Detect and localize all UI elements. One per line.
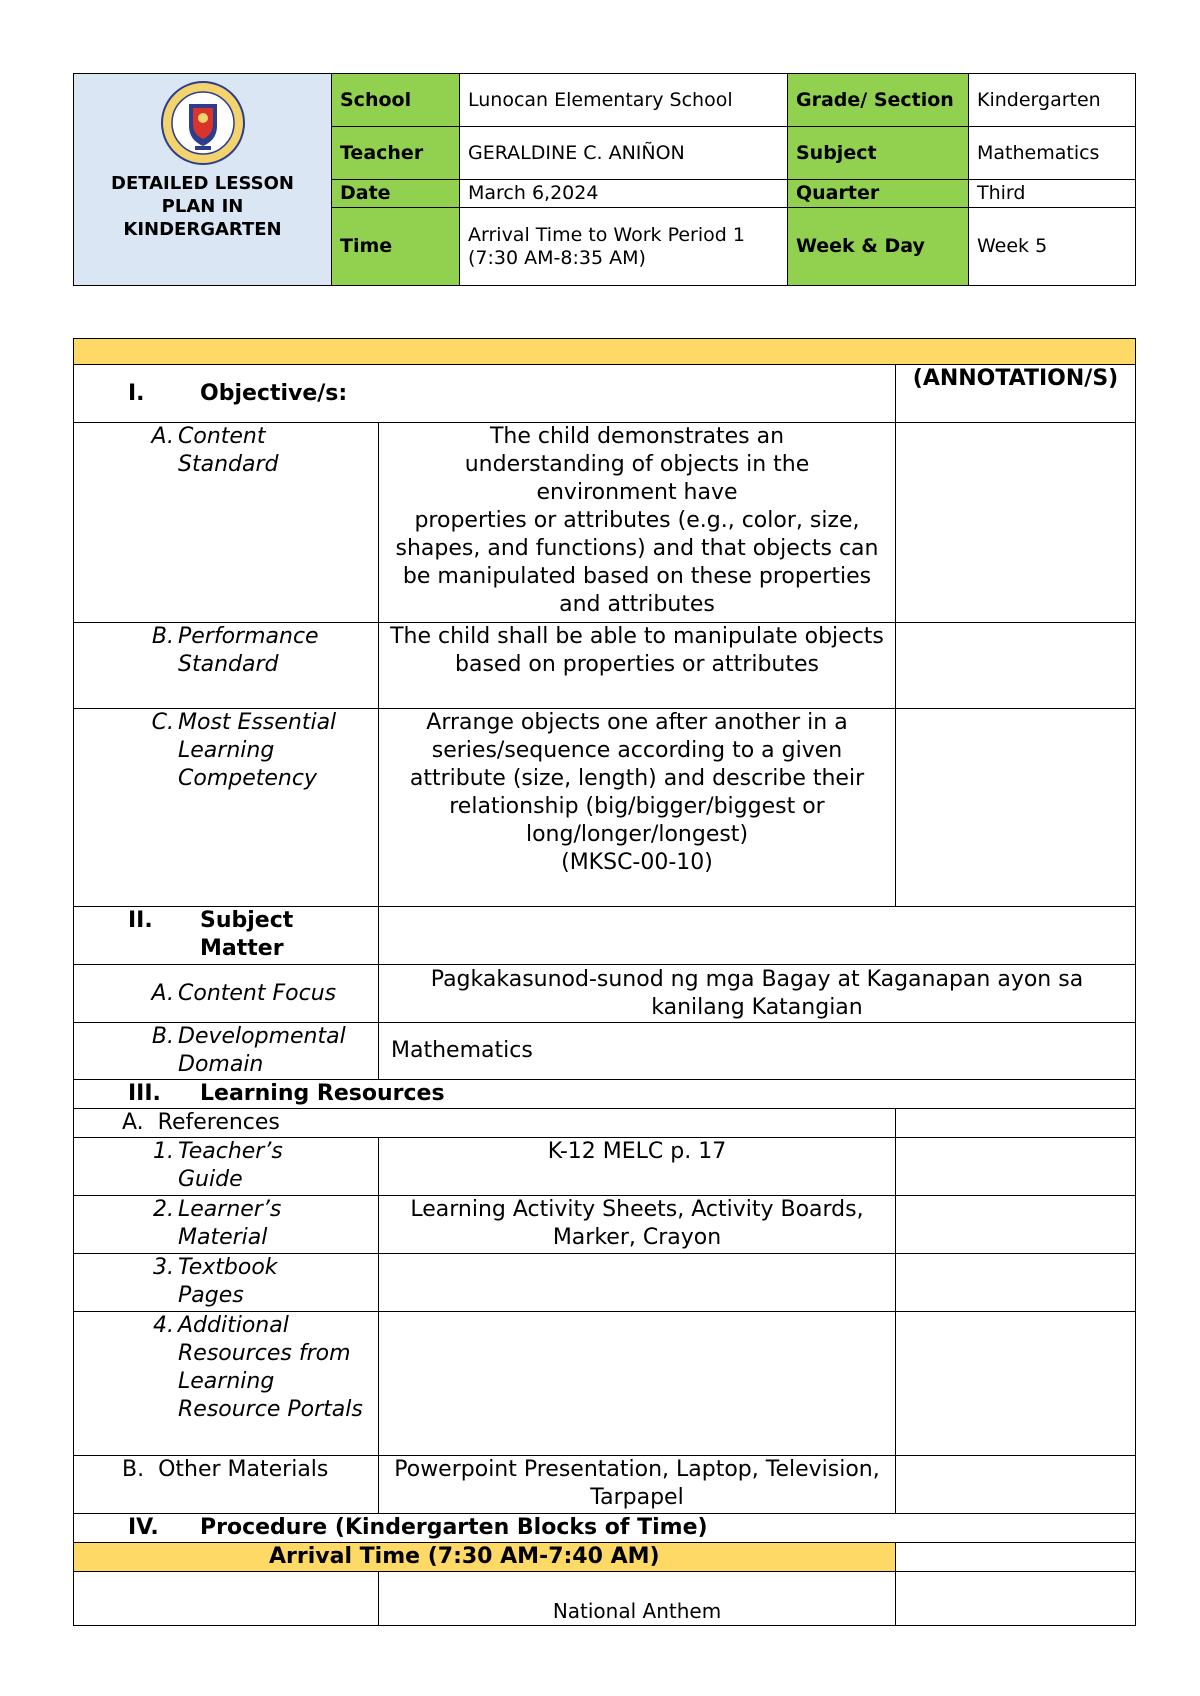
melc-text [379,709,896,907]
date-label: Date [332,180,460,208]
time-value-line1: Arrival Time to Work Period 1 [468,223,745,246]
content-focus-label: Content Focus [178,980,337,1006]
content-focus-letter: A. [151,980,174,1006]
lm-label-cell [74,1196,379,1254]
subject-matter-heading-cell [74,907,379,965]
resources-numeral: III. [128,1081,161,1106]
grade-label: Grade/ Section [788,74,969,127]
melc-text-3: (MKSC-00-10) [561,850,713,875]
content-focus-text: Pagkakasunod-sunod ng mga Bagay at Kaganapan ayon sa kanilang Katangian [379,965,1136,1023]
content-standard-text-1: The child demonstrates an understanding of objects in the environment have [464,424,810,505]
quarter-label: Quarter [788,180,969,208]
ar-text [379,1312,896,1456]
subject-matter-numeral: II. [128,908,153,933]
domain-text: Mathematics [379,1023,1136,1080]
references-label: A. References [74,1109,896,1138]
objectives-numeral: I. [128,380,145,406]
content-standard-text-2: properties or attributes (e.g., color, size, shapes, and functions) and that objects can be manipulated based on these properties and attributes [395,508,879,617]
lm-label: Learner’s Material [178,1197,282,1250]
procedure-heading-cell [74,1514,1136,1543]
grade-value: Kindergarten [969,74,1136,127]
domain-label-cell [74,1023,379,1080]
procedure-numeral: IV. [128,1515,159,1540]
domain-letter: B. [151,1024,174,1049]
performance-label: Performance Standard [178,624,319,677]
lm-num: 2. [153,1197,174,1222]
subject-matter-heading: Subject Matter [200,908,294,961]
ar-label-cell [74,1312,379,1456]
melc-text-1: Arrange objects one after another in a series/sequence according to a given attribute (size, length) and describe their [409,710,865,791]
time-value [460,208,788,286]
tg-label-cell [74,1138,379,1196]
tg-num: 1. [153,1139,174,1164]
quarter-value: Third [969,180,1136,208]
ar-label: Additional Resources from Learning Resource Portals [178,1313,363,1422]
content-standard-annotation [896,423,1136,623]
performance-annotation [896,623,1136,709]
procedure-heading: Procedure (Kindergarten Blocks of Time) [200,1515,708,1540]
objectives-heading-cell [74,365,896,423]
tg-text: K-12 MELC p. 17 [379,1138,896,1196]
time-label: Time [332,208,460,286]
performance-text: The child shall be able to manipulate objects based on properties or attributes [379,623,896,709]
objectives-heading: Objective/s: [200,380,348,406]
melc-annotation [896,709,1136,907]
logo-title-cell [74,74,332,286]
subject-value: Mathematics [969,127,1136,180]
tb-num: 3. [153,1255,174,1280]
content-standard-letter: A. [151,424,174,449]
tg-annotation [896,1138,1136,1196]
ar-num: 4. [153,1313,174,1338]
content-focus-label-cell [74,965,379,1023]
other-materials-annotation [896,1456,1136,1514]
performance-label-cell [74,623,379,709]
tb-label: Textbook Pages [178,1255,278,1308]
other-materials-label: B. Other Materials [74,1456,379,1514]
tg-label: Teacher’s Guide [178,1139,283,1192]
time-value-line2: (7:30 AM-8:35 AM) [468,246,646,269]
melc-letter: C. [151,710,174,735]
school-label: School [332,74,460,127]
content-standard-text [379,423,896,623]
melc-text-2: relationship (big/bigger/biggest or long/longer/longest) [449,794,825,847]
ar-annotation [896,1312,1136,1456]
subject-label: Subject [788,127,969,180]
domain-label: Developmental Domain [178,1024,346,1077]
lm-text: Learning Activity Sheets, Activity Boards, Marker, Crayon [379,1196,896,1254]
tb-annotation [896,1254,1136,1312]
content-standard-label: Content Standard [178,424,279,477]
anthem-text: National Anthem [379,1572,896,1626]
teacher-value: GERALDINE C. ANIÑON [460,127,788,180]
tb-text [379,1254,896,1312]
teacher-label: Teacher [332,127,460,180]
melc-label: Most Essential Learning Competency [178,710,337,791]
resources-heading: Learning Resources [200,1081,445,1106]
annotation-heading: (ANNOTATION/S) [896,365,1136,423]
resources-heading-cell [74,1080,1136,1109]
melc-label-cell [74,709,379,907]
header-table [73,73,1136,286]
week-value: Week 5 [969,208,1136,286]
school-value: Lunocan Elementary School [460,74,788,127]
content-standard-label-cell [74,423,379,623]
performance-letter: B. [151,624,174,649]
gold-banner [74,339,1136,365]
deped-seal-icon [155,80,251,166]
anthem-annotation [896,1572,1136,1626]
arrival-annotation [896,1543,1136,1572]
lm-annotation [896,1196,1136,1254]
anthem-left [74,1572,379,1626]
lesson-plan-table [73,338,1136,1626]
plan-title: DETAILED LESSON PLAN IN KINDERGARTEN [111,173,294,240]
other-materials-text: Powerpoint Presentation, Laptop, Television, Tarpapel [379,1456,896,1514]
tb-label-cell [74,1254,379,1312]
references-annotation [896,1109,1136,1138]
arrival-time-heading: Arrival Time (7:30 AM-7:40 AM) [74,1543,896,1572]
subject-matter-blank [379,907,1136,965]
date-value: March 6,2024 [460,180,788,208]
week-label: Week & Day [788,208,969,286]
